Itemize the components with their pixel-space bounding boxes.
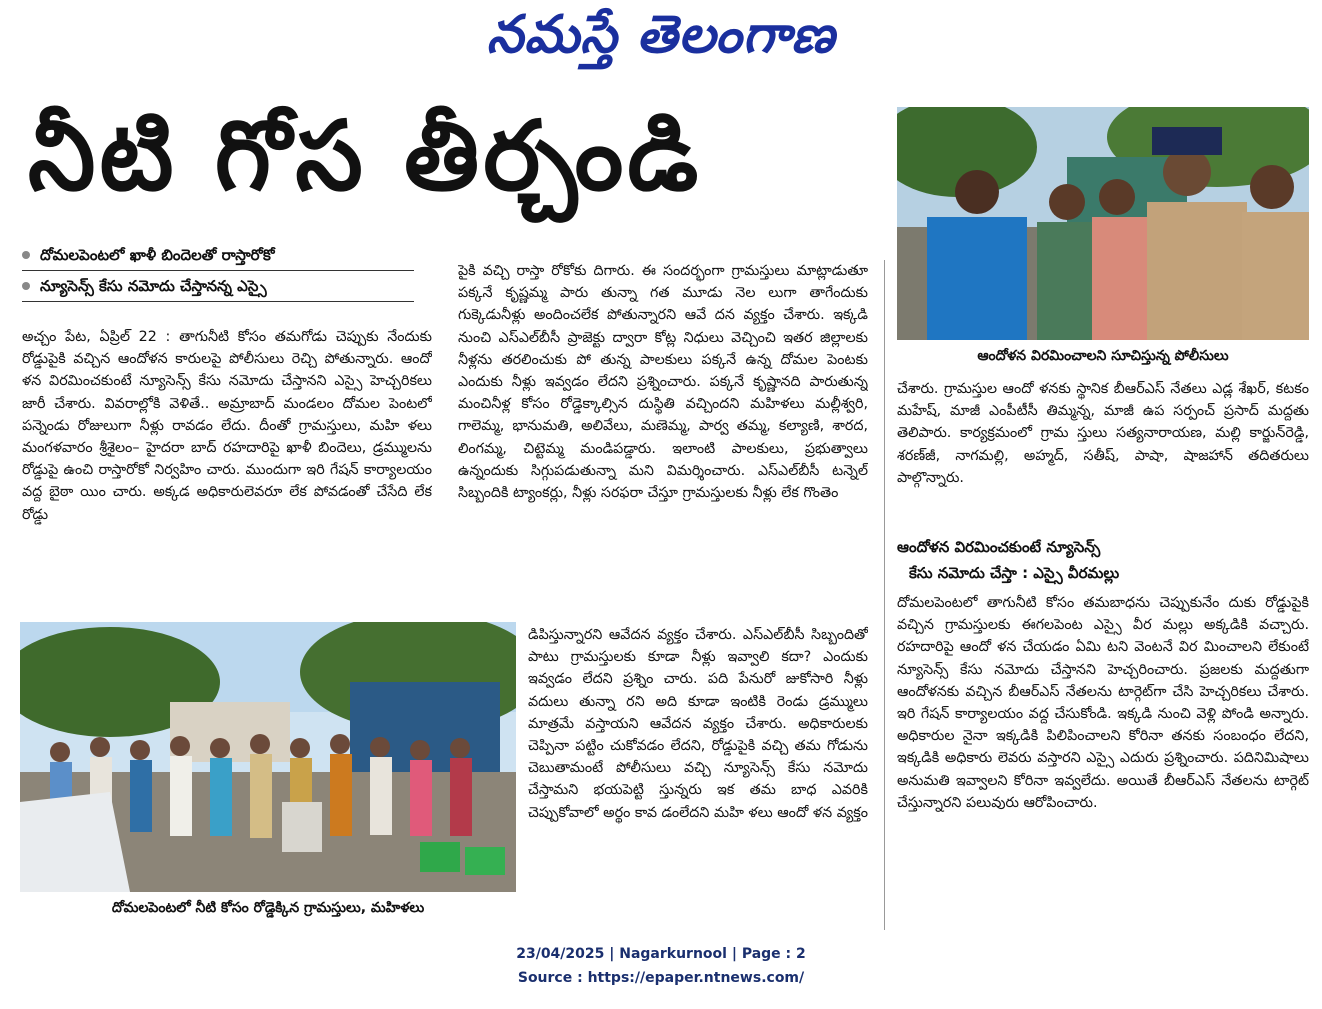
bullet-text: న్యూసెన్స్ కేసు నమోదు చేస్తానన్న ఎస్సై xyxy=(40,277,267,295)
article-paragraph: పైకి వచ్చి రాస్తా రోకోకు దిగారు. ఈ సందర్భంగా గ్రామస్తులు మాట్లాడుతూ పక్కనే కృష్ణమ్మ పారు తున్నా గత మూడు నెల లుగా తాగేందుకు గుక్కెడునీళ్లు అందించలేక పోతున్నారని ఆవే దన వ్యక్తం చేశారు. ఇక్కడి నుంచి ఎస్ఎల్‌బీసీ ప్రాజెక్టు ద్వారా కోట్ల నిధులు వెచ్చించి ఇతర జిల్లాలకు నీళ్లను తరలించుకు పో తున్న పాలకులు పక్కనే ఉన్న దోమల పెంటకు ఎందుకు నీళ్లు ఇవ్వడం లేదని ప్రశ్నించారు. పక్కనే కృష్ణానది పారుతున్న మంచినీళ్ల కోసం రోడ్డెక్కాల్సిన దుస్థితి వచ్చిందని మహిళలు మల్లీశ్వరి, గాలెమ్మ, భానుమతి, అలివేలు, మణెమ్మ, పార్వ తమ్మ, కల్యాణి, శారద, లింగమ్మ, చిట్టెమ్మ మండిపడ్డారు. ఇలాంటి పాలకులు, ప్రభుత్వాలు ఉన్నందుకు సిగ్గుపడుతున్నా మని విమర్శించారు. ఎస్ఎల్‌బీసీ టన్నెల్ సిబ్బందికి ట్యాంకర్లు, నీళ్లు సరఫరా చేస్తూ గ్రామస్తులకు నీళ్లు లేక గొంతెం xyxy=(458,263,868,502)
column-divider xyxy=(884,260,885,930)
bullet-text: దోమలపెంటలో ఖాళీ బిందెలతో రాస్తారోకో xyxy=(40,246,275,264)
article-paragraph: చేశారు. గ్రామస్తుల ఆందో ళనకు స్థానిక బీఆర్ఎస్ నేతలు ఎడ్ల శేఖర్, కటకం మహేష్, మాజీ ఎంపీటీసీ తిమ్మన్న, మాజీ ఉప సర్పంచ్ ప్రసాద్ మద్దతు తెలిపారు. కార్యక్రమంలో గ్రామ స్తులు సత్యనారాయణ, మల్లి కార్జున్‌రెడ్డి, శరణ్‌జీ, నాగమల్లి, అహ్మద్, సతీష్, పాషా, షాజహాన్ తదితరులు పాల్గొన్నారు. xyxy=(897,381,1309,486)
article-paragraph: డిపిస్తున్నారని ఆవేదన వ్యక్తం చేశారు. ఎస్ఎల్‌బీసీ సిబ్బందితో పాటు గ్రామస్తులకు కూడా నీళ్లు ఇవ్వాలి కదా? ఎందుకు ఇవ్వడం లేదని ప్రశ్నిం చారు. పది పేనురో జుకోసారి నీళ్లు వదులు తున్నా రని అది కూడా ఇంటికి రెండు డ్రమ్ములు మాత్రమే వస్తాయని ఆవేదన వ్యక్తం చేశారు. అధికారులకు చెప్పినా పట్టిం చుకోవడం లేదని, రోడ్డుపైకి వచ్చి తమ గోడును చెబుతామంటే పోలీసులు వచ్చి న్యూసెన్స్ కేసు నమోదు చేస్తామని భయపెట్టి స్తున్నరు ఇక తమ బాధ ఎవరికి చెప్పుకోవాలో అర్థం కావ డంలేదని మహి ళలు ఆందో ళన వ్యక్తం xyxy=(528,627,868,821)
police-photo-caption: ఆందోళన విరమించాలని సూచిస్తున్న పోలీసులు xyxy=(977,348,1229,364)
article-column-2-top xyxy=(458,260,868,622)
protest-photo-caption: దోమలపెంటలో నీటి కోసం రోడ్డెక్కిన గ్రామస్తులు, మహిళలు xyxy=(111,900,425,916)
police-photo-image xyxy=(897,107,1309,340)
article-paragraph: అచ్చం పేట, ఏప్రిల్ 22 : తాగునీటి కోసం తమగోడు చెప్పుకు నేందుకు రోడ్డుపైకి వచ్చిన ఆందోళన కారులపై పోలీసులు రెచ్చి పోతున్నారు. ఆందో ళన విరమించకుంటే న్యూసెన్స్ కేసు నమోదు చేస్తానని ఎస్సై హెచ్చరికలు జారీ చేశారు. వివరాల్లోకి వెళితే.. అమ్రాబాద్ మండలం దోమల పెంటలో పన్నెండు రోజులుగా నీళ్లు రావడం లేదు. దీంతో గ్రామస్తులు, మహి ళలు మంగళవారం శ్రీశైలం– హైదరా బాద్ రహదారిపై ఖాళీ బిందెలు, డ్రమ్ములను రోడ్డుపై ఉంచి రాస్తారోకో నిర్వహిం చారు. ముందుగా ఇరి గేషన్ కార్యాలయం వద్ద బైఠా యిం చారు. అక్కడ అధికారులెవరూ లేక పోవడంతో చేసేది లేక రోడ్డు xyxy=(22,329,432,523)
footer-date-edition: 23/04/2025 | Nagarkurnool | Page : 2 xyxy=(516,946,806,962)
sub-heading-line: ఆందోళన విరమించకుంటే న్యూసెన్స్ xyxy=(897,538,1101,556)
article-column-3-bottom xyxy=(897,592,1309,922)
sub-heading xyxy=(897,534,1309,586)
bullet-dot-icon xyxy=(22,282,30,290)
article-paragraph: దోమలపెంటలో తాగునీటి కోసం తమబాధను చెప్పుకునేం దుకు రోడ్డుపైకి వచ్చిన గ్రామస్తులకు ఈగలపెంట ఎస్సై వీర మల్లు అక్కడికి వచ్చారు. రహదారిపై ఆందో ళన చేయడం ఏమి టని వెంటనే విర మించాలని లేకుంటే న్యూసెన్స్ కేసు నమోదు చేస్తానని హెచ్చరించారు. ప్రజలకు మద్దతుగా ఆందోళనకు వచ్చిన బీఆర్ఎస్ నేతలను టార్గెట్‌గా చేసి హెచ్చరికలు చేశారు. ఇరి గేషన్ కార్యాలయం వద్ద చేసుకోండి. ఇక్కడి నుంచి వెళ్లి పోండి అన్నారు. అధికారుల నైనా ఇక్కడికి పిలిపించాలని కోరినా తనకు సంబంధం లేదని, ఇక్కడికి అధికారు లెవరు వస్తారని ఎస్సై ఎదురు ప్రశ్నించారు. పదినిమిషాలు అనుమతి ఇవ్వాలని కోరినా ఇవ్వలేదు. అయితే బీఆర్ఎస్ నేతలను టార్గెట్ చేస్తున్నారని పలువురు ఆరోపించారు. xyxy=(897,595,1309,811)
bullet-dot-icon xyxy=(22,251,30,259)
protest-photo xyxy=(20,622,516,892)
article-column-1 xyxy=(22,326,432,616)
article-column-2-bottom xyxy=(528,624,868,920)
bullet-item xyxy=(22,240,414,271)
headline: నీటి గోస తీర్చండి xyxy=(28,100,703,212)
sub-heading-line: కేసు నమోదు చేస్తా : ఎస్సై వీరమల్లు xyxy=(909,564,1120,582)
masthead-logo: నమస్తే తెలంగాణ xyxy=(486,4,836,65)
police-photo xyxy=(897,107,1309,340)
footer-source-link[interactable]: Source : https://epaper.ntnews.com/ xyxy=(517,970,805,986)
subheadline-bullets xyxy=(22,240,414,302)
article-column-3-top xyxy=(897,378,1309,522)
protest-photo-image xyxy=(20,622,516,892)
bullet-item xyxy=(22,271,414,302)
